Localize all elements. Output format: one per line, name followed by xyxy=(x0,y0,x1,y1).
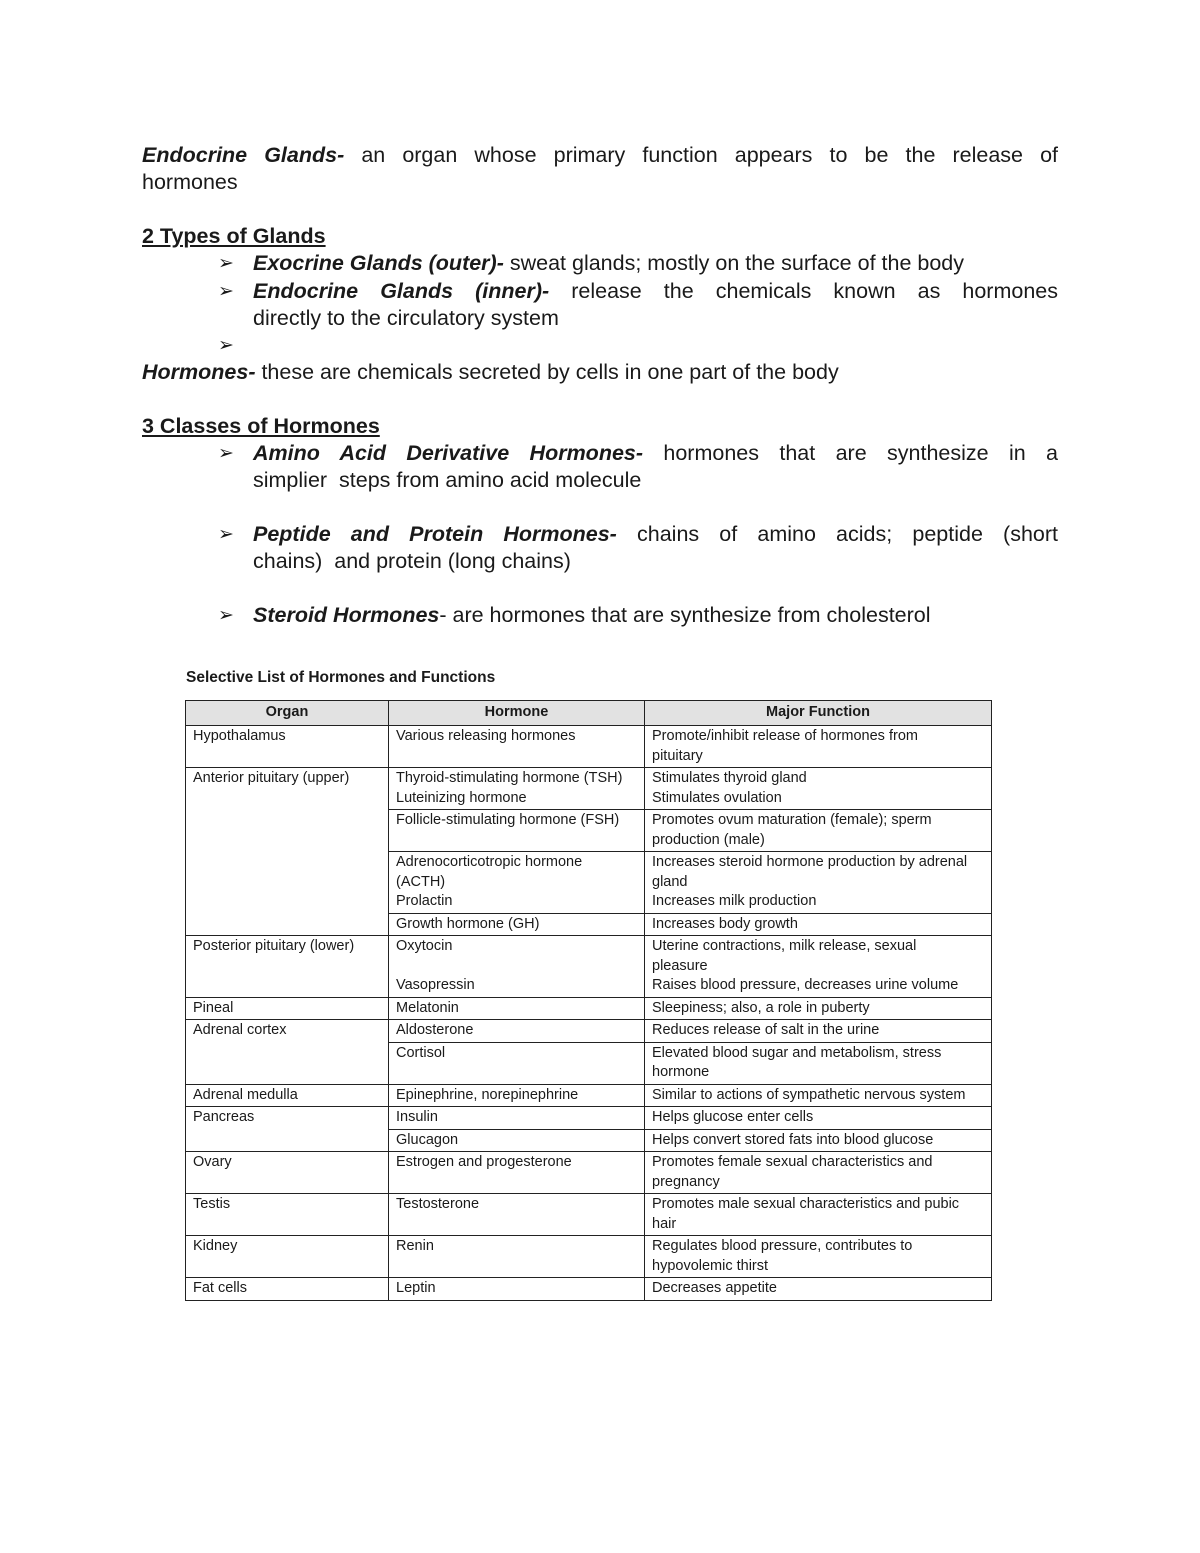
table-body xyxy=(186,726,992,1301)
function-cell xyxy=(645,913,992,936)
table-row xyxy=(186,1042,992,1084)
hormone-cell xyxy=(389,726,645,768)
hormone-cell xyxy=(389,1042,645,1084)
organ-cell xyxy=(186,913,389,936)
peptide-protein-hormones-item xyxy=(253,521,1058,575)
exocrine-glands-item xyxy=(253,250,1058,277)
table-header-row xyxy=(186,701,992,726)
function-line: hair xyxy=(652,1215,677,1232)
endocrine-glands-definition-line1 xyxy=(142,142,1058,169)
function-cell xyxy=(645,1278,992,1301)
hormones-definition xyxy=(142,359,1058,386)
hormone-cell xyxy=(389,1084,645,1107)
function-line: production (male) xyxy=(652,831,765,848)
amino-item-line2: simplier steps from amino acid molecule xyxy=(253,468,642,492)
table-row xyxy=(186,1084,992,1107)
organ-cell xyxy=(186,852,389,914)
term-endocrine-glands: Endocrine Glands- xyxy=(142,143,345,167)
table-row xyxy=(186,1020,992,1043)
term-steroid-hormones: Steroid Hormones xyxy=(253,603,440,627)
function-cell xyxy=(645,810,992,852)
organ-cell: Adrenal medulla xyxy=(186,1084,389,1107)
function-cell xyxy=(645,1152,992,1194)
steroid-hormones-item xyxy=(253,602,1058,629)
function-line: Helps glucose enter cells xyxy=(652,1109,814,1125)
table-row xyxy=(186,852,992,914)
amino-acid-hormones-item xyxy=(253,440,1058,494)
function-cell xyxy=(645,852,992,914)
hormone-cell xyxy=(389,913,645,936)
term-exocrine-glands: Exocrine Glands (outer)- xyxy=(253,251,504,275)
function-line: Raises blood pressure, decreases urine volume xyxy=(652,977,959,993)
organ-cell xyxy=(186,1042,389,1084)
hormone-line: Vasopressin xyxy=(396,977,475,993)
table-row xyxy=(186,1278,992,1301)
arrow-bullet-icon: ➢ xyxy=(218,443,234,464)
function-line: gland xyxy=(652,873,688,890)
function-line: Promotes female sexual characteristics and xyxy=(652,1154,933,1170)
table-row xyxy=(186,936,992,998)
function-line: pituitary xyxy=(652,747,703,764)
function-line: Similar to actions of sympathetic nervous system xyxy=(652,1086,966,1103)
hormone-line: Thyroid-stimulating hormone (TSH) xyxy=(396,770,623,786)
function-line: Decreases appetite xyxy=(652,1280,777,1296)
organ-cell: Hypothalamus xyxy=(186,726,389,768)
hormone-line: Adrenocorticotropic hormone xyxy=(396,854,583,870)
organ-cell: Adrenal cortex xyxy=(186,1020,389,1043)
table-row xyxy=(186,913,992,936)
hormone-line: Growth hormone (GH) xyxy=(396,915,540,932)
endocrine-description: release the chemicals known as hormones xyxy=(549,279,1058,303)
hormone-cell xyxy=(389,1020,645,1043)
function-cell xyxy=(645,1236,992,1278)
hormone-cell xyxy=(389,1107,645,1130)
hormone-cell xyxy=(389,852,645,914)
function-line: Promotes ovum maturation (female); sperm xyxy=(652,812,932,828)
function-line: Reduces release of salt in the urine xyxy=(652,1022,880,1038)
column-header-major-function: Major Function xyxy=(645,701,992,726)
steroid-description: - are hormones that are synthesize from cholesterol xyxy=(439,603,931,627)
term-amino-acid-hormones: Amino Acid Derivative Hormones- xyxy=(253,441,644,465)
organ-cell: Pineal xyxy=(186,997,389,1020)
organ-cell: Ovary xyxy=(186,1152,389,1194)
function-line: Increases milk production xyxy=(652,893,817,909)
function-line: Uterine contractions, milk release, sexual xyxy=(652,938,917,954)
hormone-line: Estrogen and progesterone xyxy=(396,1154,572,1170)
hormone-line: Aldosterone xyxy=(396,1022,474,1038)
term-peptide-protein-hormones: Peptide and Protein Hormones- xyxy=(253,522,617,546)
hormones-table xyxy=(185,700,992,1301)
hormone-cell xyxy=(389,768,645,810)
function-cell xyxy=(645,1020,992,1043)
function-line: Elevated blood sugar and metabolism, stress xyxy=(652,1044,942,1061)
hormone-line: Prolactin xyxy=(396,893,453,909)
function-line: pregnancy xyxy=(652,1173,720,1190)
function-cell xyxy=(645,1084,992,1107)
function-cell xyxy=(645,1042,992,1084)
peptide-item-line2: chains) and protein (long chains) xyxy=(253,549,571,573)
table-row xyxy=(186,1236,992,1278)
function-line: Promotes male sexual characteristics and pubic xyxy=(652,1196,960,1212)
peptide-description: chains of amino acids; peptide (short xyxy=(616,522,1058,546)
amino-description: hormones that are synthesize in a xyxy=(643,441,1058,465)
arrow-bullet-icon: ➢ xyxy=(218,335,234,356)
hormone-line: Melatonin xyxy=(396,999,459,1016)
endocrine-glands-item xyxy=(253,278,1058,332)
types-of-glands-heading: 2 Types of Glands xyxy=(142,224,326,248)
table-row xyxy=(186,1194,992,1236)
classes-of-hormones-heading: 3 Classes of Hormones xyxy=(142,414,380,438)
table-row xyxy=(186,1152,992,1194)
table-row xyxy=(186,768,992,810)
organ-cell: Anterior pituitary (upper) xyxy=(186,768,389,810)
function-line: hypovolemic thirst xyxy=(652,1257,769,1274)
column-header-organ: Organ xyxy=(186,701,389,726)
function-line: Sleepiness; also, a role in puberty xyxy=(652,999,870,1016)
function-line: pleasure xyxy=(652,957,708,974)
arrow-bullet-icon: ➢ xyxy=(218,253,234,274)
arrow-bullet-icon: ➢ xyxy=(218,605,234,626)
function-line: Regulates blood pressure, contributes to xyxy=(652,1238,913,1254)
function-line: Stimulates thyroid gland xyxy=(652,770,807,786)
function-cell xyxy=(645,726,992,768)
hormones-description: these are chemicals secreted by cells in one part of the body xyxy=(255,360,839,384)
arrow-bullet-icon: ➢ xyxy=(218,524,234,545)
table-row xyxy=(186,810,992,852)
exocrine-description: sweat glands; mostly on the surface of the body xyxy=(503,251,964,275)
function-line: Helps convert stored fats into blood glucose xyxy=(652,1131,934,1148)
arrow-bullet-icon: ➢ xyxy=(218,281,234,302)
hormone-line: Insulin xyxy=(396,1109,438,1125)
hormone-cell xyxy=(389,936,645,998)
hormone-line: Leptin xyxy=(396,1280,436,1296)
amino-item-line1 xyxy=(253,440,1058,467)
function-line: hormone xyxy=(652,1064,710,1080)
term-endocrine-glands-inner: Endocrine Glands (inner)- xyxy=(253,279,550,303)
function-cell xyxy=(645,936,992,998)
function-cell xyxy=(645,1194,992,1236)
hormone-line: Various releasing hormones xyxy=(396,728,576,744)
table-title: Selective List of Hormones and Functions xyxy=(186,669,496,686)
function-line: Increases steroid hormone production by adrenal xyxy=(652,854,968,870)
hormone-cell xyxy=(389,1129,645,1152)
peptide-item-line1 xyxy=(253,521,1058,548)
hormone-line: Renin xyxy=(396,1238,434,1254)
hormone-line: Epinephrine, norepinephrine xyxy=(396,1086,579,1103)
hormone-line: Oxytocin xyxy=(396,938,453,954)
function-line: Increases body growth xyxy=(652,915,798,932)
hormone-cell xyxy=(389,1152,645,1194)
organ-cell xyxy=(186,1129,389,1152)
function-cell xyxy=(645,1107,992,1130)
table-row xyxy=(186,1129,992,1152)
column-header-hormone: Hormone xyxy=(389,701,645,726)
hormone-cell xyxy=(389,1236,645,1278)
hormone-line: Glucagon xyxy=(396,1131,459,1148)
endocrine-glands-definition-line2: hormones xyxy=(142,170,238,194)
hormone-cell xyxy=(389,810,645,852)
table-row xyxy=(186,1107,992,1130)
hormone-line: (ACTH) xyxy=(396,873,446,890)
term-hormones: Hormones- xyxy=(142,360,256,384)
organ-cell: Kidney xyxy=(186,1236,389,1278)
hormone-cell xyxy=(389,1194,645,1236)
organ-cell xyxy=(186,810,389,852)
organ-cell: Fat cells xyxy=(186,1278,389,1301)
organ-cell: Pancreas xyxy=(186,1107,389,1130)
organ-cell: Testis xyxy=(186,1194,389,1236)
hormone-line: Luteinizing hormone xyxy=(396,789,527,806)
function-cell xyxy=(645,768,992,810)
endocrine-item-line2: directly to the circulatory system xyxy=(253,306,559,330)
function-cell xyxy=(645,997,992,1020)
hormone-line: Follicle-stimulating hormone (FSH) xyxy=(396,812,620,828)
hormone-line: Cortisol xyxy=(396,1044,446,1061)
function-cell xyxy=(645,1129,992,1152)
function-line: Promote/inhibit release of hormones from xyxy=(652,728,918,744)
definition-text: an organ whose primary function appears to be the release of xyxy=(344,143,1059,167)
function-line: Stimulates ovulation xyxy=(652,789,782,806)
table-row xyxy=(186,726,992,768)
table-row xyxy=(186,997,992,1020)
hormone-cell xyxy=(389,1278,645,1301)
hormone-cell xyxy=(389,997,645,1020)
hormone-line xyxy=(396,957,637,977)
organ-cell: Posterior pituitary (lower) xyxy=(186,936,389,998)
hormone-line: Testosterone xyxy=(396,1196,480,1212)
endocrine-item-line1 xyxy=(253,278,1058,305)
